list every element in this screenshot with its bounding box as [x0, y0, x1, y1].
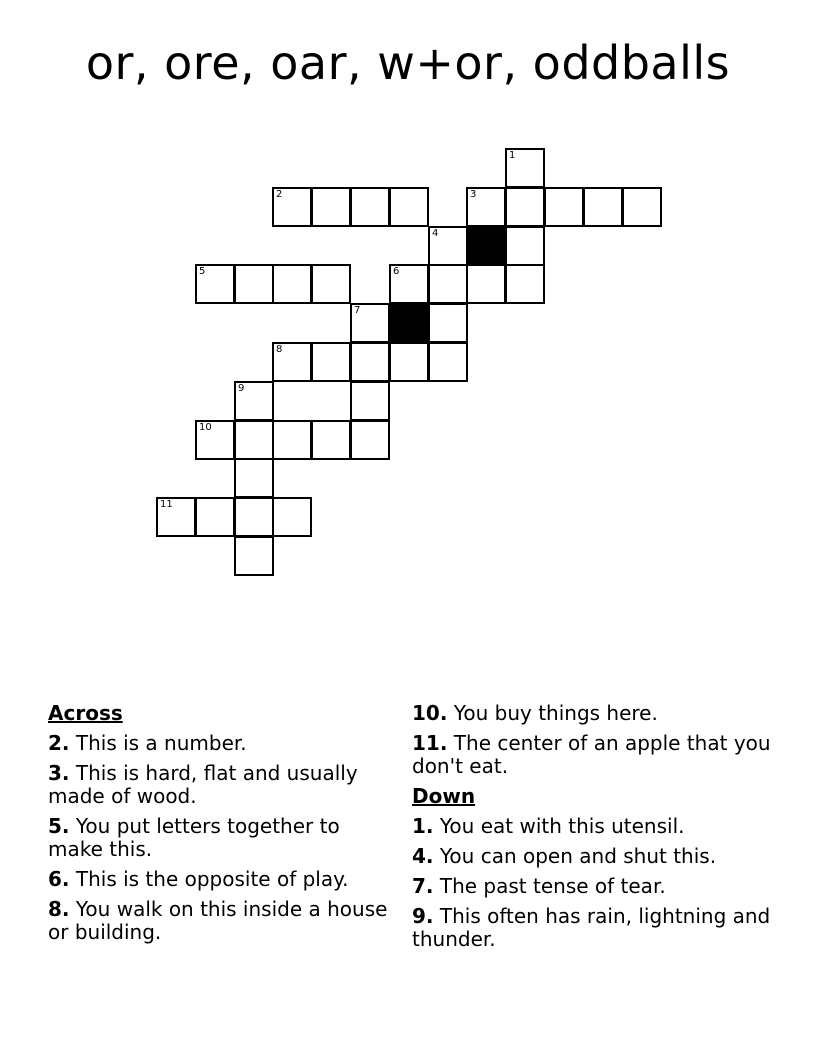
clue-text: This is hard, flat and usually made of wood.	[48, 761, 358, 808]
clue-across-10	[412, 702, 782, 725]
clue-text: The center of an apple that you don't eat.	[412, 731, 771, 778]
grid-cell[interactable]	[311, 264, 351, 304]
clue-number: 10.	[412, 701, 448, 725]
grid-cell[interactable]	[350, 381, 390, 421]
clue-across-2	[48, 732, 388, 755]
grid-cell[interactable]	[234, 458, 274, 498]
clue-text: You can open and shut this.	[439, 844, 717, 868]
grid-cell[interactable]	[505, 264, 545, 304]
clue-number-label: 9	[238, 383, 245, 394]
grid-cell[interactable]	[234, 264, 274, 304]
grid-cell[interactable]	[195, 420, 235, 460]
grid-cell[interactable]	[505, 187, 545, 227]
clue-text: This is the opposite of play.	[75, 867, 349, 891]
grid-cell[interactable]	[272, 420, 312, 460]
clue-text: You put letters together to make this.	[48, 814, 340, 861]
clue-number-label: 10	[199, 422, 212, 433]
clue-text: You eat with this utensil.	[439, 814, 685, 838]
clue-number-label: 6	[393, 266, 400, 277]
grid-cell[interactable]	[311, 342, 351, 382]
grid-cell[interactable]	[466, 187, 506, 227]
grid-cell[interactable]	[583, 187, 623, 227]
clue-across-6	[48, 868, 388, 891]
grid-cell[interactable]	[428, 264, 468, 304]
clue-down-7	[412, 875, 782, 898]
clue-number-label: 4	[432, 228, 439, 239]
grid-cell[interactable]	[311, 420, 351, 460]
clue-number: 11.	[412, 731, 448, 755]
clue-text: The past tense of tear.	[439, 874, 666, 898]
grid-cell[interactable]	[195, 264, 235, 304]
clue-down-1	[412, 815, 782, 838]
grid-cell[interactable]	[350, 342, 390, 382]
grid-cell[interactable]	[622, 187, 662, 227]
grid-cell[interactable]	[234, 497, 274, 537]
grid-cell[interactable]	[311, 187, 351, 227]
grid-cell[interactable]	[428, 226, 468, 266]
clue-number: 3.	[48, 761, 70, 785]
grid-cell[interactable]	[428, 303, 468, 343]
clue-number: 1.	[412, 814, 434, 838]
grid-cell[interactable]	[389, 264, 429, 304]
grid-cell[interactable]	[272, 497, 312, 537]
clue-across-3	[48, 762, 388, 808]
grid-cell[interactable]	[466, 264, 506, 304]
grid-cell[interactable]	[272, 187, 312, 227]
clue-across-8	[48, 898, 388, 944]
grid-cell[interactable]	[350, 303, 390, 343]
across-heading: Across	[48, 701, 123, 725]
clue-number: 5.	[48, 814, 70, 838]
clue-number: 6.	[48, 867, 70, 891]
clue-number-label: 2	[276, 189, 283, 200]
clue-text: You buy things here.	[453, 701, 658, 725]
grid-cell[interactable]	[544, 187, 584, 227]
clue-number-label: 5	[199, 266, 206, 277]
clue-number-label: 8	[276, 344, 283, 355]
clue-down-9	[412, 905, 782, 951]
grid-cell[interactable]	[505, 148, 545, 188]
clue-down-4	[412, 845, 782, 868]
clue-number-label: 7	[354, 305, 361, 316]
clue-number: 4.	[412, 844, 434, 868]
clue-number: 9.	[412, 904, 434, 928]
grid-cell[interactable]	[389, 187, 429, 227]
grid-cell[interactable]	[350, 420, 390, 460]
grid-cell[interactable]	[195, 497, 235, 537]
clue-number: 2.	[48, 731, 70, 755]
block-cell	[466, 226, 506, 266]
clue-number-label: 3	[470, 189, 477, 200]
grid-cell[interactable]	[272, 264, 312, 304]
clue-text: This is a number.	[75, 731, 247, 755]
grid-cell[interactable]	[505, 226, 545, 266]
clue-text: You walk on this inside a house or building.	[48, 897, 388, 944]
clues-right-column	[412, 702, 782, 958]
clue-across-5	[48, 815, 388, 861]
grid-cell[interactable]	[234, 420, 274, 460]
clue-number: 8.	[48, 897, 70, 921]
clues-left-column	[48, 702, 388, 951]
grid-cell[interactable]	[156, 497, 196, 537]
puzzle-title: or, ore, oar, w+or, oddballs	[85, 36, 731, 90]
clue-across-11	[412, 732, 782, 778]
grid-cell[interactable]	[272, 342, 312, 382]
block-cell	[389, 303, 429, 343]
grid-cell[interactable]	[234, 381, 274, 421]
clue-number-label: 11	[160, 499, 173, 510]
down-heading: Down	[412, 784, 476, 808]
clue-text: This often has rain, lightning and thunder.	[412, 904, 771, 951]
clue-number-label: 1	[509, 150, 516, 161]
clue-number: 7.	[412, 874, 434, 898]
grid-cell[interactable]	[350, 187, 390, 227]
grid-cell[interactable]	[428, 342, 468, 382]
grid-cell[interactable]	[389, 342, 429, 382]
grid-cell[interactable]	[234, 536, 274, 576]
